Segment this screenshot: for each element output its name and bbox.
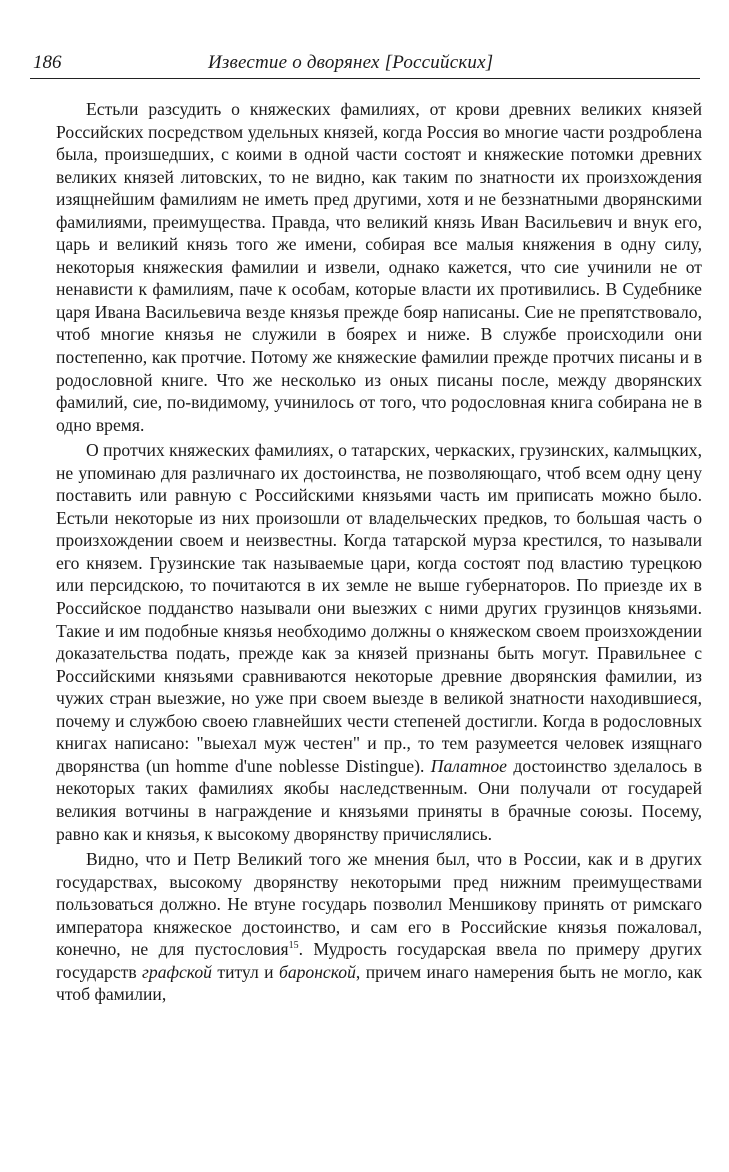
paragraph-1-text: Естьли разсудить о княжеских фамилиях, от крови древних великих князей Российских посредством удельных князей, когда Россия во многие части роздроблена была, произшедших, с коими в одной части состоят и княжеские потомки древних великих князей литовских, то не видно, как таким по знатности их произхождения изящнейшим фамилиям не иметь пред другими, хотя и не беззнатными дворянскими фамилиями, преимущества. Правда, что великий князь Иван Васильевич и внук его, царь и великий князь того же имени, собирая все малыя княжения в одну силу, некоторыя княжеския фамилии и извели, однако кажется, что сие учинили не от ненависти к фамилиям, паче к особам, которые власти их противились. В Судебнике царя Ивана Васильевича везде князья прежде бояр написаны. Сие не препятствовало, чтоб многие князья не служили в боярех и ниже. В службе происходили они постепенно, как протчие. Потому же княжеские фамилии прежде протчих писаны и в родословной книге. Что же несколько из оных писаны после, между дворянских фамилий, сие, по-видимому, учинилось от того, что родословная книга собирана не в одно время. (56, 99, 702, 435)
italic-term-palatnoe: Палатное (430, 755, 507, 776)
page-number: 186 (33, 52, 62, 73)
footnote-reference[interactable]: 15 (288, 940, 299, 952)
paragraph-2-continuation: достоинство зделалось в некоторых таких фамилиях якобы наследственным. Они получали от государей великия вотчины в награждение и князьями приняты в брачные союзы. Посему, равно как и князья, к высокому дворянству причислялись. (56, 755, 702, 844)
running-title: Известие о дворянех [Российских] (208, 52, 494, 73)
paragraph-3 (56, 848, 702, 1006)
paragraph-3-text-d: , причем инаго намерения быть не могло, как чтоб фамилии, (56, 961, 702, 1005)
paragraph-3-text: Видно, что и Петр Великий того же мнения был, что в России, как и в других государствах, высокому дворянству некоторыми пред нижним преимуществами пользоваться должно. Не втуне государь позволил Меншикову принять от римскаго императора княжеское достоинство, и сам его в Российские князья пожаловал, конечно, не для пустословия (56, 849, 702, 960)
italic-term-grafskoy: графской (142, 961, 212, 982)
paragraph-3-text-c: титул и (217, 961, 274, 982)
paragraph-1 (56, 98, 702, 436)
page-header (30, 44, 700, 79)
body-text (56, 98, 702, 1006)
paragraph-2-text: О протчих княжеских фамилиях, о татарских, черкаских, грузинских, калмыцких, не упоминаю для различнаго их достоинства, не позволяющаго, чтоб всем одну цену поставить или равную с Российскими князьями часть им приписать можно было. Естьли некоторые из них произошли от владельческих предков, то большая часть о произхождении своем и неизвестны. Когда татарской мурза крестился, то называли его князем. Грузинские так называемые цари, когда состоят под властию турецкою или персидскою, то почитаются в их земле не выше губернаторов. По приезде их в Российское подданство называли они выезжих с ними других грузинцов князьями. Такие и им подобные князья необходимо должны о княжеском своем произхождении доказательства подать, прежде как за князей признаны быть могут. Правильнее с Российскими князьями сравниваются некоторые древние дворянския фамилии, из чужих стран выезжие, но уже при своем выезде в великой знатности находившиеся, почему и службою своею главнейших чести степеней достигли. Когда в родословных книгах написано: "выехал муж честен" и пр., то тем разумеется человек изящнаго дворянства (un homme d'une noblesse Distingue). (56, 440, 702, 776)
paragraph-2 (56, 439, 702, 845)
italic-term-baronskoy: баронской (278, 961, 356, 982)
paragraph-3-text-b: . Мудрость государская ввела по примеру других государств (56, 939, 703, 982)
